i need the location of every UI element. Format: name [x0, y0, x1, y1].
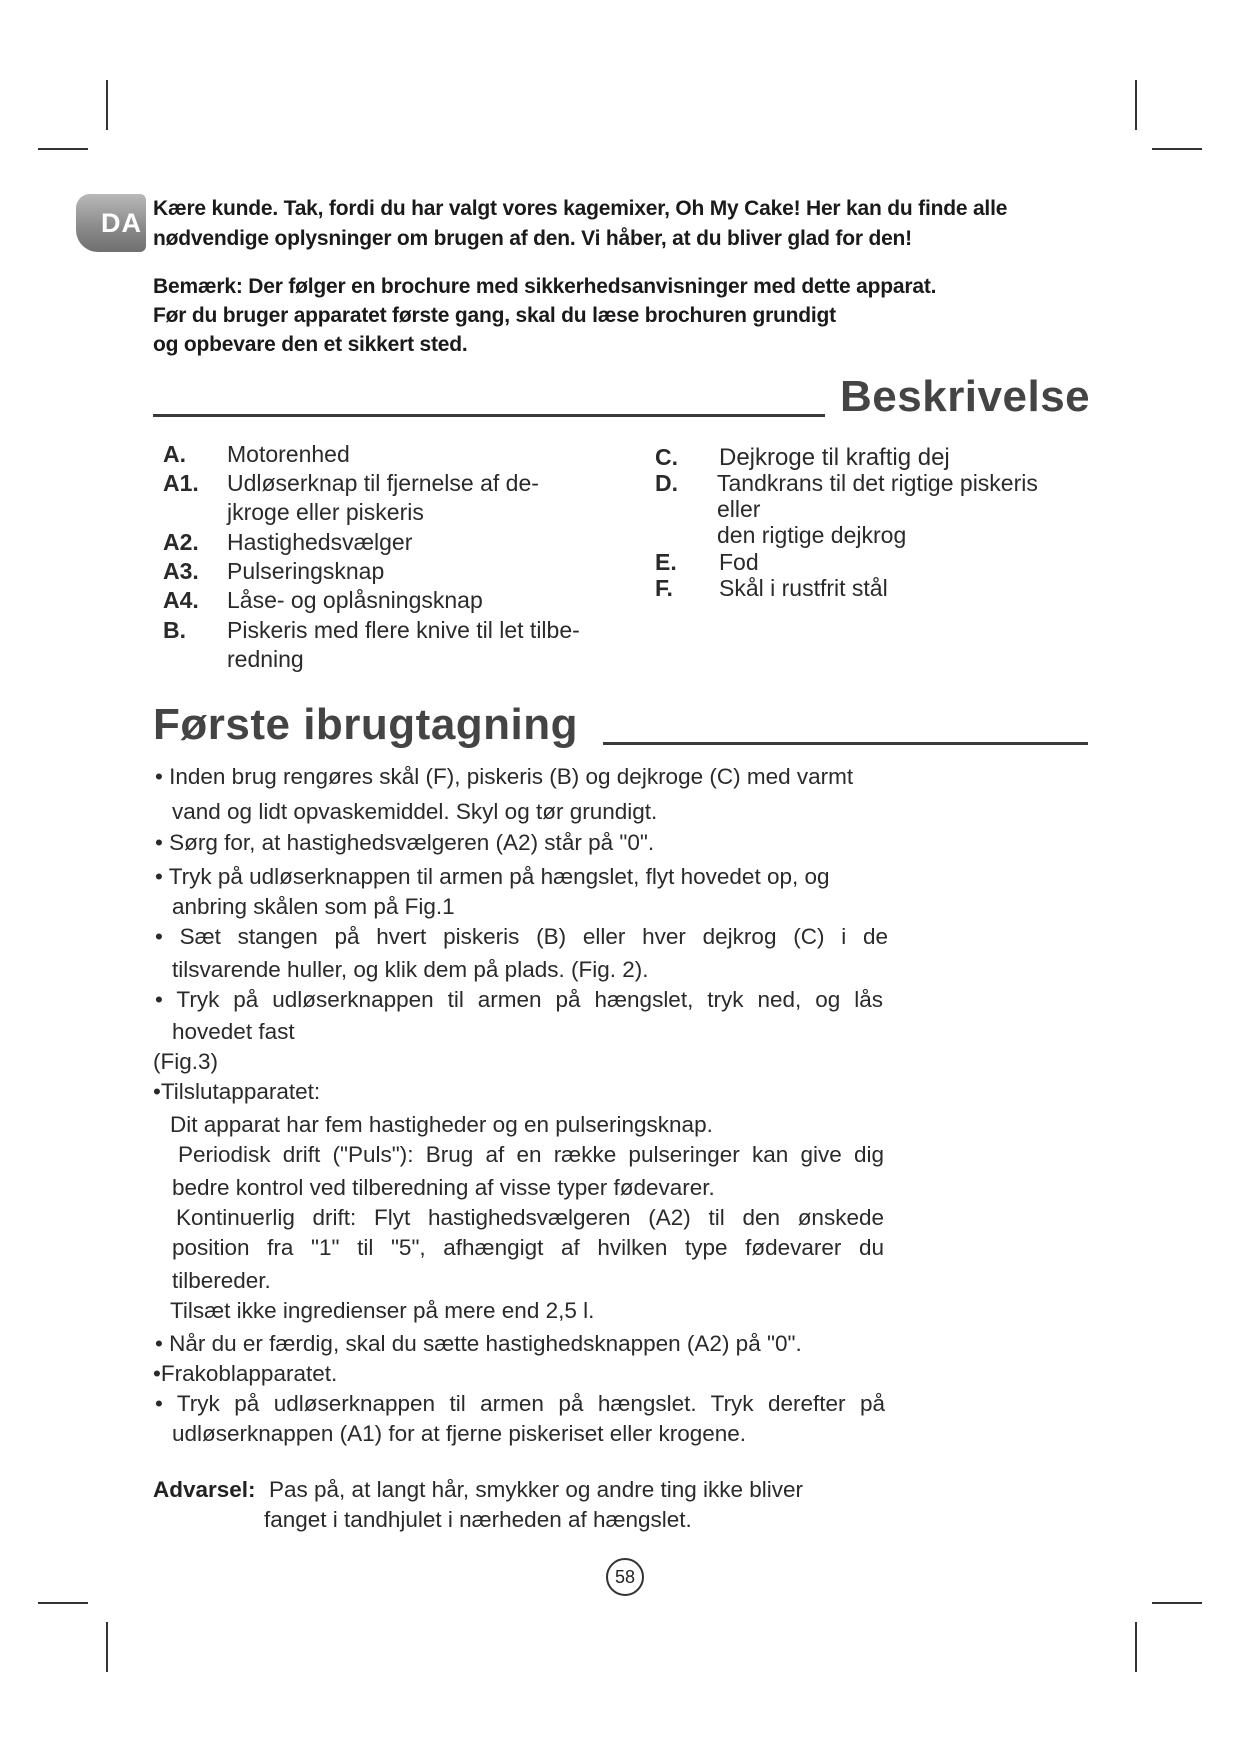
part-key: A1.	[163, 470, 199, 496]
crop-mark	[1135, 1622, 1137, 1672]
crop-mark	[106, 80, 108, 130]
heading-rule	[153, 414, 825, 417]
part-key: F.	[655, 575, 673, 601]
part-label: Udløserknap til fjernelse af de-	[227, 470, 539, 496]
body-line: udløserknappen (A1) for at fjerne piskeriset eller krogene.	[172, 1421, 747, 1446]
body-line: position fra "1" til "5", afhængigt af hvilken type fødevarer du	[172, 1235, 884, 1260]
body-line: • Tryk på udløserknappen til armen på hængslet, flyt hovedet op, og	[155, 864, 830, 889]
body-line: tilbereder.	[172, 1268, 271, 1293]
body-line: • Når du er færdig, skal du sætte hastighedsknappen (A2) på "0".	[155, 1331, 802, 1356]
part-label: Tandkrans til det rigtige piskeris	[717, 470, 1038, 496]
body-line: bedre kontrol ved tilberedning af visse typer fødevarer.	[172, 1175, 715, 1200]
warning-line: fanget i tandhjulet i nærheden af hængslet.	[264, 1507, 692, 1532]
section-heading-description: Beskrivelse	[840, 372, 1091, 421]
part-label: Låse- og oplåsningsknap	[227, 587, 483, 613]
body-line: • Tryk på udløserknappen til armen på hængslet, tryk ned, og lås	[155, 987, 883, 1012]
part-label: den rigtige dejkrog	[717, 522, 907, 548]
intro-text	[153, 194, 1093, 254]
part-key: A2.	[163, 529, 199, 555]
note-line: og opbevare den et sikkert sted.	[153, 333, 468, 356]
part-label: jkroge eller piskeris	[227, 499, 424, 525]
warning-label: Advarsel:	[153, 1477, 256, 1502]
body-line: Dit apparat har fem hastigheder og en pulseringsknap.	[170, 1112, 713, 1137]
body-line: Periodisk drift ("Puls"): Brug af en række pulseringer kan give dig	[178, 1142, 884, 1167]
body-line: • Inden brug rengøres skål (F), piskeris (B) og dejkroge (C) med varmt	[155, 764, 854, 789]
body-line: hovedet fast	[172, 1019, 295, 1044]
body-line: Tilsæt ikke ingredienser på mere end 2,5 l.	[170, 1298, 595, 1323]
part-key: A3.	[163, 558, 199, 584]
body-line: •Tilslutapparatet:	[153, 1079, 321, 1104]
part-label: Dejkroge til kraftig dej	[719, 444, 950, 471]
warning-line: Pas på, at langt hår, smykker og andre ting ikke bliver	[269, 1477, 804, 1502]
part-key: C.	[655, 444, 678, 470]
crop-mark	[1135, 80, 1137, 130]
part-label: Pulseringsknap	[227, 558, 385, 584]
intro-line: nødvendige oplysninger om brugen af den. Vi håber, at du bliver glad for den!	[153, 227, 912, 250]
part-label: Skål i rustfrit stål	[719, 575, 888, 601]
body-line: Kontinuerlig drift: Flyt hastighedsvælgeren (A2) til den ønskede	[176, 1205, 884, 1230]
crop-mark	[106, 1622, 108, 1672]
safety-note	[153, 272, 1053, 359]
intro-line: Kære kunde. Tak, fordi du har valgt vores kagemixer, Oh My Cake! Her kan du finde alle	[153, 197, 1008, 220]
part-key: E.	[655, 549, 677, 575]
body-line: •Frakoblapparatet.	[153, 1361, 338, 1386]
language-badge: DA	[76, 194, 146, 252]
part-label: Hastighedsvælger	[227, 529, 413, 555]
part-label: eller	[717, 496, 761, 522]
heading-rule	[603, 742, 1088, 745]
part-label: redning	[227, 646, 304, 672]
part-key: A4.	[163, 587, 199, 613]
crop-mark	[1152, 1602, 1202, 1604]
part-key: A.	[163, 441, 186, 467]
section-heading-first-use: Første ibrugtagning	[153, 700, 579, 749]
body-line: (Fig.3)	[153, 1049, 219, 1074]
part-key: D.	[655, 470, 678, 496]
note-line: Bemærk: Der følger en brochure med sikkerhedsanvisninger med dette apparat.	[153, 275, 937, 298]
crop-mark	[38, 1602, 88, 1604]
body-line: • Sæt stangen på hvert piskeris (B) eller hver dejkrog (C) i de	[155, 924, 888, 949]
crop-mark	[38, 148, 88, 150]
body-line: • Tryk på udløserknappen til armen på hængslet. Tryk derefter på	[155, 1391, 885, 1416]
part-key: B.	[163, 617, 186, 643]
part-label: Fod	[719, 549, 759, 575]
body-line: vand og lidt opvaskemiddel. Skyl og tør grundigt.	[172, 799, 658, 824]
body-line: anbring skålen som på Fig.1	[172, 894, 455, 919]
part-label: Motorenhed	[227, 441, 350, 467]
crop-mark	[1152, 148, 1202, 150]
body-line: • Sørg for, at hastighedsvælgeren (A2) står på "0".	[155, 830, 655, 855]
body-line: tilsvarende huller, og klik dem på plads. (Fig. 2).	[172, 957, 649, 982]
part-label: Piskeris med flere knive til let tilbe-	[227, 617, 580, 643]
note-line: Før du bruger apparatet første gang, skal du læse brochuren grundigt	[153, 304, 836, 327]
page-number: 58	[606, 1558, 644, 1596]
